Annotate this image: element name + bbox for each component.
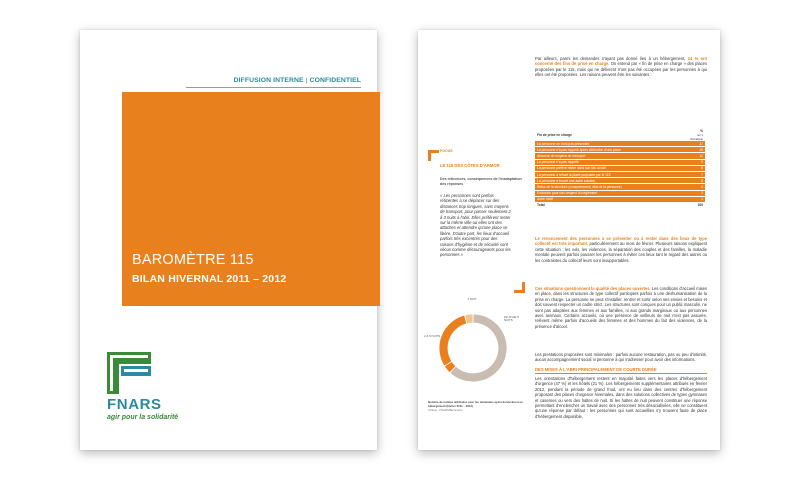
intro-highlight: 14 % ont concerné des fins de prise en charge. xyxy=(535,56,707,67)
table-cell-label: Autre motif xyxy=(535,196,687,202)
paragraph-orientations xyxy=(535,376,707,419)
cover-subtitle: BILAN HIVERNAL 2011 – 2012 xyxy=(132,273,287,285)
table-cell-label: Exclusion pour non-respect du règlement xyxy=(535,190,687,196)
table-header-pct-symbol: % xyxy=(700,129,703,133)
table-cell-label: La personne a trouvé une autre solution xyxy=(535,178,687,184)
paragraph-quality xyxy=(535,286,707,329)
paragraph-services xyxy=(535,352,707,363)
cover-divider xyxy=(186,87,361,88)
donut-label-two-to-five: 2 À 5 NUITS xyxy=(424,334,441,338)
report-inner-page xyxy=(418,30,720,450)
para2-text: particulièrement au mois de février. Plusieurs raisons expliquent cette situation : les vols, les violences, la séparation des couples et des familles, la maladie mentale peuvent parfois pousser les personnes à éviter ces lieux tant le regard des autres ou les contraintes du collectif leurs sont insupportables. xyxy=(535,241,707,263)
table-cell-pct: 15 xyxy=(687,147,705,153)
fnars-logo-name: FNARS xyxy=(107,396,162,413)
section-heading-rule xyxy=(535,373,707,374)
table-total-row xyxy=(535,202,705,208)
intro-text: Par ailleurs, parmi les demandes n'ayant pas donné lieu à un hébergement, xyxy=(535,56,686,61)
para4-text: Les prestations proposées sont minimales : parfois aucune restauration, pas ou peu d'intimité, aucun accompagnement social ni personne à qui s'adresser pour avoir des informations. xyxy=(535,352,707,363)
diffusion-separator: | xyxy=(305,77,308,84)
table-cell-pct: 4 xyxy=(687,184,705,190)
chart-source: Champ : FNARS/Baromètre xyxy=(428,408,463,412)
fnars-logo-icon xyxy=(105,350,153,396)
para3-text: Les conditions d'accueil mises en place, dans les structures de type collectif participent parfois à une déshumanisation de la prise en charge. La personne ne peut s'installer, rentrer et sortir selon ses envies et besoins et doit souvent respecter un cadre strict. Les structures sont conçues pour un public masculin, ne sont pas adaptées aux femmes et aux familles, ni aux grands marginaux ou aux personnes avec animaux. Certains accueils, où une présence de veilleurs de nuit n'est pas assurée, relèvent même parfois d'accueils des femmes et des hommes du fait des violences, de la présence d'alcool. xyxy=(535,286,707,329)
table-cell-pct: 7 xyxy=(687,171,705,177)
table-cell-label: La personne préfère rester dans son lieu actuel xyxy=(535,165,687,171)
table-cell-pct: 37 xyxy=(687,141,705,147)
table-cell-label: Absence de moyens de transport xyxy=(535,153,687,159)
focus-bracket-close xyxy=(514,282,525,293)
table-cell-pct: 1 xyxy=(687,196,705,202)
end-of-care-table xyxy=(535,129,705,209)
donut-label-one-night: 1 NUIT xyxy=(467,297,477,301)
para5-text: Les orientations d'hébergement restent en majorité faites vers les places d'hébergement d'urgence (47 %) et les hôtels (21 %). Les hébergements supplémentaires attribués en février 2012, pendant la période de grand froid, ont eu lieu dans des centres d'hébergement proposant des places d'urgence hivernales, dans des solutions collectives de types gymnases et casernes ou vers des haltes de nuit. Si les haltes de nuit peuvent constituer une réponse permettant d'enclencher un travail avec des personnes très désocialisées, elle ne constituent qu'une réponse par défaut : les personnes qui sont accueillies s'y trouvent faute de place d'hébergement disponible. xyxy=(535,376,707,419)
para3-highlight: Ces situations questionnent la qualité des places ouvertes. xyxy=(535,286,651,291)
table-cell-pct: 9 xyxy=(687,159,705,165)
report-cover-page xyxy=(80,30,377,450)
table-header-pct xyxy=(687,129,705,141)
para2-highlight: Le renoncement des personnes à se présenter ou à rester dans des lieux de type collectif est très important, xyxy=(535,236,707,247)
table-cell-pct: 2 xyxy=(687,190,705,196)
paragraph-renunciation xyxy=(535,236,707,263)
table-cell-pct: 12 xyxy=(687,153,705,159)
table-header-row xyxy=(535,129,705,141)
table-cell-label: La personne a refusé la place proposée par le 115 xyxy=(535,171,687,177)
nights-donut-chart xyxy=(418,293,528,403)
focus-label: FOCUS xyxy=(440,149,453,153)
cover-title: BAROMÈTRE 115 xyxy=(132,252,254,268)
intro-text-2: On entend par « fin de prise en charge » des places proposées par le 115, mais qui ne délivrent n'ont pas été occupées par les personnes à qui elles ont été proposées. Les raisons peuvent être les suivantes : xyxy=(535,61,707,78)
intro-paragraph xyxy=(535,56,707,78)
fnars-logo-tagline: agir pour la solidarité xyxy=(107,414,179,421)
donut-label-more-than-five: PLUS DE 5 NUITS xyxy=(504,315,519,323)
distribution-label xyxy=(234,77,361,84)
focus-heading: LE 115 DES CÔTES D'ARMOR xyxy=(440,163,500,168)
table-cell-label: La personne n'a pas rappelé après attribution d'une place xyxy=(535,147,687,153)
section-heading-short-stays: DES MISES À L'ABRI PRINCIPALEMENT DE COURTE DURÉE xyxy=(535,367,657,372)
chart-caption: Nombre de nuitées attribuées pour les demandes ayant donné lieu à un hébergement (février 2011 – 2012) xyxy=(428,400,523,408)
donut-slice-2 xyxy=(439,315,467,366)
table-header-subnote: sur 1 thématique xyxy=(690,134,703,141)
focus-subheading: Des réticences, conséquences de l'inadaptation des réponses xyxy=(440,177,522,186)
table-total-pct: 100 xyxy=(687,202,705,208)
diffusion-confidential-text: CONFIDENTIEL xyxy=(309,77,361,84)
table-cell-pct: 8 xyxy=(687,165,705,171)
table-cell-label: Refus de la structure (comportement, état de la personne) xyxy=(535,184,687,190)
table-cell-label: La personne n'a pas rappelé xyxy=(535,159,687,165)
diffusion-main-text: DIFFUSION INTERNE xyxy=(233,77,304,84)
table-cell-pct: 5 xyxy=(687,178,705,184)
table-header-label: Fin de prise en charge xyxy=(537,133,572,137)
focus-quote: « Les personnes sont parfois réticentes à se déplacer sur des distances trop longues, sans moyens de transport, pour passer seulement 2 à 3 nuits à l'abri. Elles préfèrent rester sur la même ville où elles ont des attaches et attendre qu'une place se libère. D'autre part, les lieux d'accueil parfois très excentrés pour des raisons d'hygiène et de sécurité sont vécus comme décourageants pour les personnes » xyxy=(440,193,511,258)
table-total-label: Total xyxy=(535,202,687,208)
focus-bracket-open xyxy=(428,150,439,161)
table-body xyxy=(535,141,705,209)
table-cell-label: La personne ne s'est pas présentée xyxy=(535,141,687,147)
